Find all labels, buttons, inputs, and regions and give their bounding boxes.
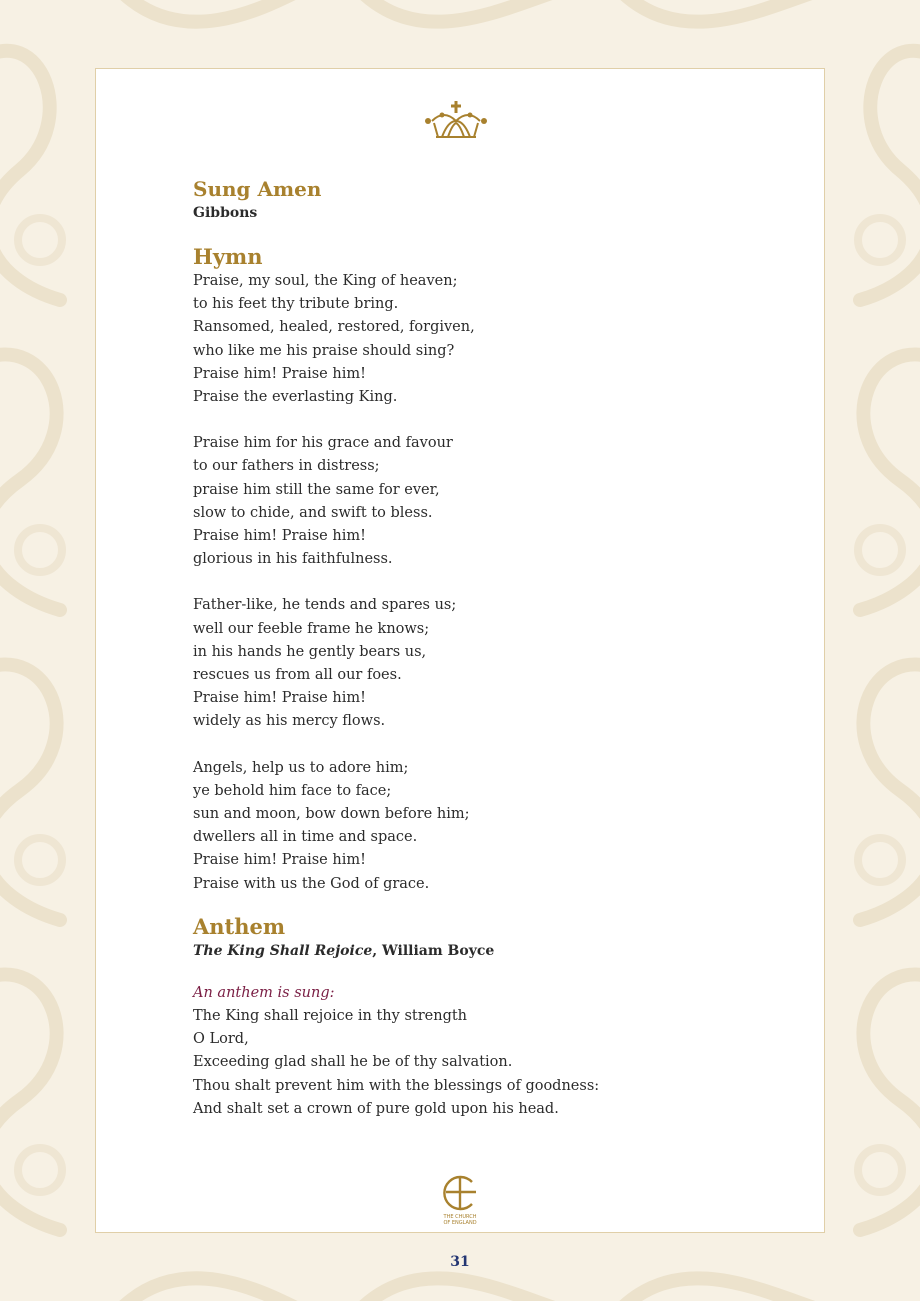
verse-line: praise him still the same for ever, xyxy=(193,481,440,498)
verse-line: Praise him for his grace and favour xyxy=(193,435,453,452)
logo-text-line-1: THE CHURCH xyxy=(443,1214,477,1220)
verse-line: Angels, help us to adore him; xyxy=(193,759,409,776)
anthem-work-title: The King Shall Rejoice xyxy=(193,942,373,959)
verse-line: Praise, my soul, the King of heaven; xyxy=(193,273,458,289)
order-of-service-content xyxy=(193,176,753,1121)
anthem-line: The King shall rejoice in thy strength xyxy=(193,1008,468,1025)
logo-text-line-2: OF ENGLAND xyxy=(443,1220,477,1226)
anthem-rubric: An anthem is sung: xyxy=(193,984,335,1001)
verse-line: glorious in his faithfulness. xyxy=(193,551,393,568)
verse-line: in his hands he gently bears us, xyxy=(193,643,427,660)
verse-line: Ransomed, healed, restored, forgiven, xyxy=(193,319,475,336)
verse-line: to our fathers in distress; xyxy=(193,458,380,475)
anthem-line: Exceeding glad shall he be of thy salvation. xyxy=(193,1054,513,1071)
verse-line: Praise with us the God of grace. xyxy=(193,875,430,892)
verse-line: rescues us from all our foes. xyxy=(193,667,402,684)
section-title-hymn: Hymn xyxy=(193,244,263,269)
verse-line: who like me his praise should sing? xyxy=(193,342,455,359)
section-title-sung-amen: Sung Amen xyxy=(193,177,322,201)
verse-line: dwellers all in time and space. xyxy=(193,829,418,846)
verse-line: sun and moon, bow down before him; xyxy=(193,806,470,823)
verse-line: to his feet thy tribute bring. xyxy=(193,296,399,313)
verse-line: Praise him! Praise him! xyxy=(193,528,366,545)
anthem-attribution xyxy=(193,940,753,962)
verse-line: ye behold him face to face; xyxy=(193,782,392,799)
verse-line: Praise the everlasting King. xyxy=(193,389,398,406)
anthem-line: O Lord, xyxy=(193,1031,249,1048)
section-title-anthem: Anthem xyxy=(193,913,286,939)
church-of-england-logo xyxy=(438,1172,482,1228)
verse-line: Father-like, he tends and spares us; xyxy=(193,597,457,614)
verse-line: Praise him! Praise him! xyxy=(193,365,366,382)
anthem-line: Thou shalt prevent him with the blessings of goodness: xyxy=(193,1077,600,1094)
page-number: 31 xyxy=(450,1254,470,1270)
hymn-verse xyxy=(193,757,753,896)
verse-line: well our feeble frame he knows; xyxy=(193,620,430,637)
hymn-verse xyxy=(193,594,753,733)
verse-line: slow to chide, and swift to bless. xyxy=(193,504,433,521)
verse-line: Praise him! Praise him! xyxy=(193,852,366,869)
hymn-verse xyxy=(193,432,753,571)
verse-line: widely as his mercy flows. xyxy=(193,713,386,730)
hymn-verse xyxy=(193,270,753,409)
anthem-line: And shalt set a crown of pure gold upon his head. xyxy=(193,1100,559,1117)
anthem-text xyxy=(193,1005,753,1121)
anthem-composer: William Boyce xyxy=(382,942,495,959)
verse-line: Praise him! Praise him! xyxy=(193,690,366,707)
sung-amen-composer: Gibbons xyxy=(193,205,258,221)
hymn-verses xyxy=(193,270,753,896)
crown-icon xyxy=(424,99,488,141)
attribution-separator: , xyxy=(372,942,383,959)
